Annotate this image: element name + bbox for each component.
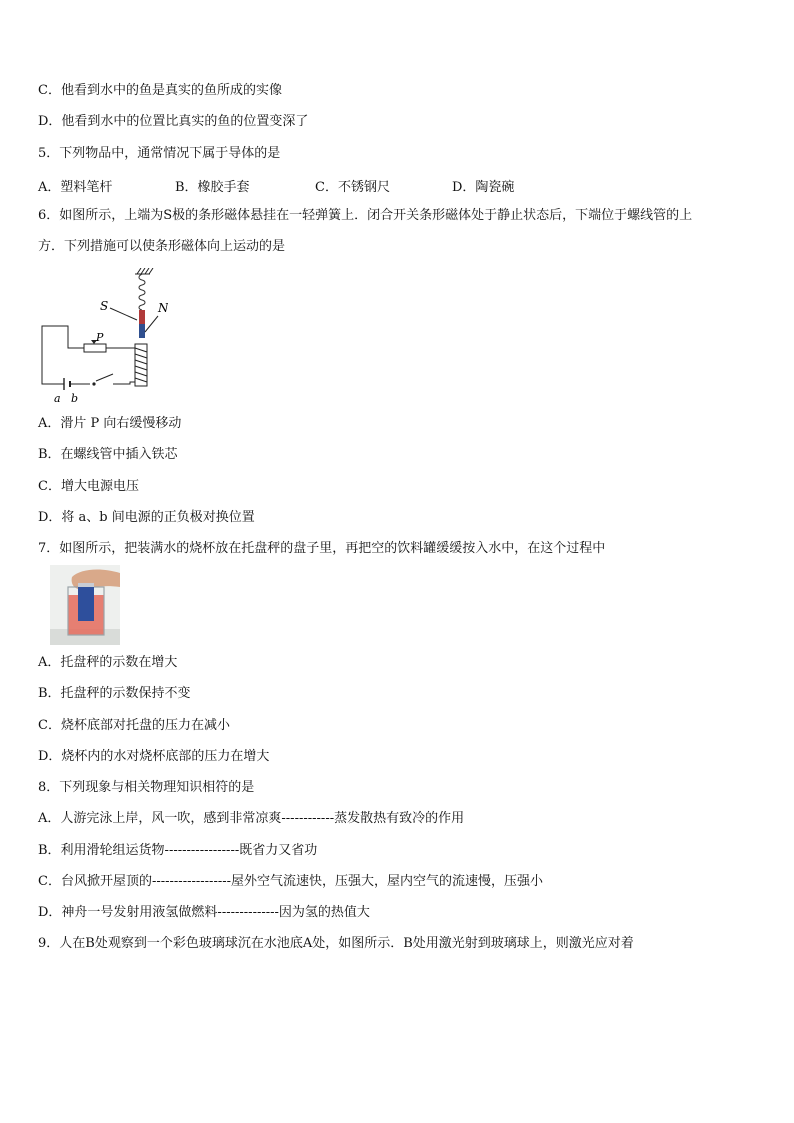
q8-stem: 8．下列现象与相关物理知识相符的是	[38, 780, 255, 795]
q5-option-a: A．塑料笔杆	[38, 180, 113, 195]
q9-stem: 9．人在B处观察到一个彩色玻璃球沉在水池底A处，如图所示．B处用激光射到玻璃球上，则激光应对着	[38, 936, 634, 951]
q6-stem-line2: 方．下列措施可以使条形磁体向上运动的是	[38, 239, 286, 254]
label-s: S	[100, 299, 109, 313]
switch-pivot	[92, 382, 95, 385]
q5-option-d: D．陶瓷碗	[452, 180, 515, 195]
q7-photo-figure	[50, 565, 120, 645]
circuit-wires	[42, 326, 135, 384]
drink-can	[78, 583, 94, 621]
rheostat	[84, 344, 106, 352]
q7-option-a: A．托盘秤的示数在增大	[38, 655, 178, 670]
label-b: b	[71, 392, 79, 405]
bar-magnet-top	[139, 310, 145, 324]
q6-option-d: D．将 a、b 间电源的正负极对换位置	[38, 510, 255, 525]
q4-option-c: C．他看到水中的鱼是真实的鱼所成的实像	[38, 83, 282, 98]
can-top	[78, 583, 94, 587]
bar-magnet-bottom	[139, 324, 145, 338]
q7-option-c: C．烧杯底部对托盘的压力在减小	[38, 718, 230, 733]
q7-option-b: B．托盘秤的示数保持不变	[38, 686, 191, 701]
q6-circuit-figure	[38, 268, 168, 408]
q6-option-b: B．在螺线管中插入铁芯	[38, 447, 178, 462]
arrow-n	[145, 316, 158, 332]
q6-option-a: A．滑片 P 向右缓慢移动	[38, 416, 182, 431]
q6-option-c: C．增大电源电压	[38, 479, 139, 494]
label-n: N	[158, 301, 168, 315]
ceiling-hatch	[135, 268, 153, 274]
q5-option-b: B．橡胶手套	[175, 180, 250, 195]
q6-stem-line1: 6．如图所示，上端为S极的条形磁体悬挂在一轻弹簧上．闭合开关条形磁体处于静止状态后，下端位于螺线管的上	[38, 208, 693, 223]
label-p: P	[96, 331, 104, 344]
q8-option-c: C．台风掀开屋顶的------------------屋外空气流速快，压强大，屋内空气的流速慢，压强小	[38, 874, 544, 889]
solenoid	[135, 344, 147, 386]
q7-option-d: D．烧杯内的水对烧杯底部的压力在增大	[38, 749, 270, 764]
q8-option-b: B．利用滑轮组运货物-----------------既省力又省功	[38, 843, 318, 858]
q8-option-d: D．神舟一号发射用液氢做燃料--------------因为氢的热值大	[38, 905, 370, 920]
q5-option-c: C．不锈钢尺	[315, 180, 390, 195]
q4-option-d: D．他看到水中的位置比真实的鱼的位置变深了	[38, 114, 309, 129]
arrow-s	[110, 308, 137, 320]
q8-option-a: A．人游完泳上岸，风一吹，感到非常凉爽------------蒸发散热有致冷的作用	[38, 811, 465, 826]
q7-stem: 7．如图所示，把装满水的烧杯放在托盘秤的盘子里，再把空的饮料罐缓缓按入水中，在这个过程中	[38, 541, 606, 556]
spring	[139, 274, 145, 310]
q5-options	[38, 176, 598, 195]
q5-stem: 5．下列物品中，通常情况下属于导体的是	[38, 146, 281, 161]
label-a: a	[54, 392, 61, 405]
